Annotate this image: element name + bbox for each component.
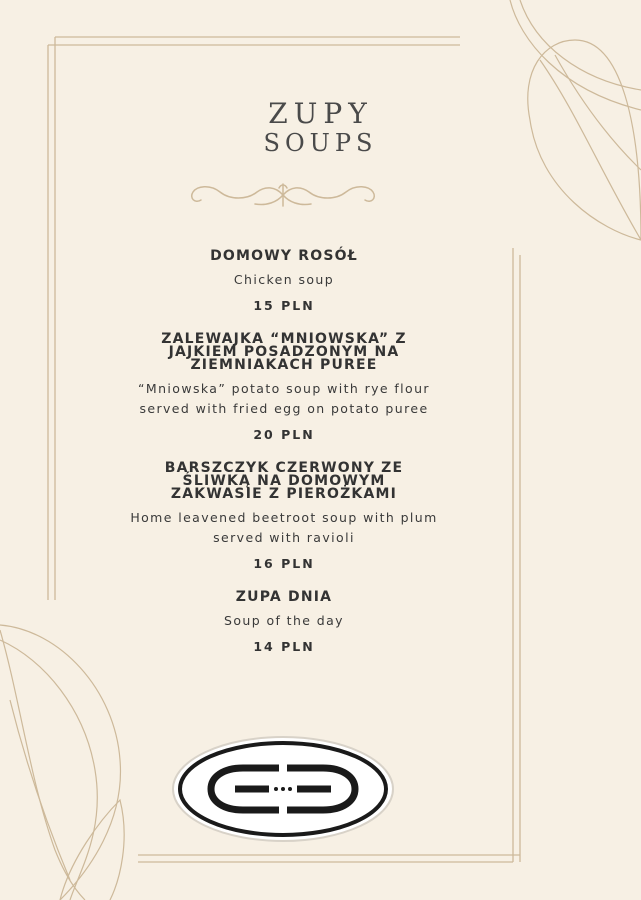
soup-menu-list bbox=[125, 250, 443, 654]
menu-item bbox=[125, 591, 443, 654]
menu-item bbox=[125, 333, 443, 442]
leaf-bottom-left-icon bbox=[0, 625, 124, 900]
menu-item-price: 15 PLN bbox=[253, 298, 315, 313]
restaurant-logo-icon bbox=[171, 735, 395, 843]
menu-item-name: DOMOWY ROSÓŁ bbox=[210, 248, 358, 264]
menu-item-price: 14 PLN bbox=[253, 639, 315, 654]
menu-item-description: Chicken soup bbox=[233, 272, 335, 287]
menu-item-name: BARSZCZYK CZERWONY ZE ŚLIWKĄ NA DOMOWYM ZAKWASIE Z PIEROŻKAMI bbox=[164, 460, 404, 502]
menu-item-description: Soup of the day bbox=[224, 613, 344, 628]
menu-item bbox=[125, 462, 443, 571]
menu-item bbox=[125, 250, 443, 313]
menu-item-description: “Mniowska” potato soup with rye flour served with fried egg on potato puree bbox=[138, 381, 430, 416]
menu-item-price: 16 PLN bbox=[253, 556, 315, 571]
menu-item-price: 20 PLN bbox=[253, 427, 315, 442]
page-title: ZUPY bbox=[268, 97, 373, 130]
menu-item-name: ZUPA DNIA bbox=[235, 589, 333, 605]
menu-item-description: Home leavened beetroot soup with plum served with ravioli bbox=[130, 510, 438, 545]
page-subtitle: SOUPS bbox=[263, 129, 378, 157]
ornament-divider-icon bbox=[185, 178, 381, 212]
menu-item-name: ZALEWAJKA “MNIOWSKA” Z JAJKIEM POSADZONYM NA ZIEMNIAKACH PUREE bbox=[161, 331, 407, 373]
